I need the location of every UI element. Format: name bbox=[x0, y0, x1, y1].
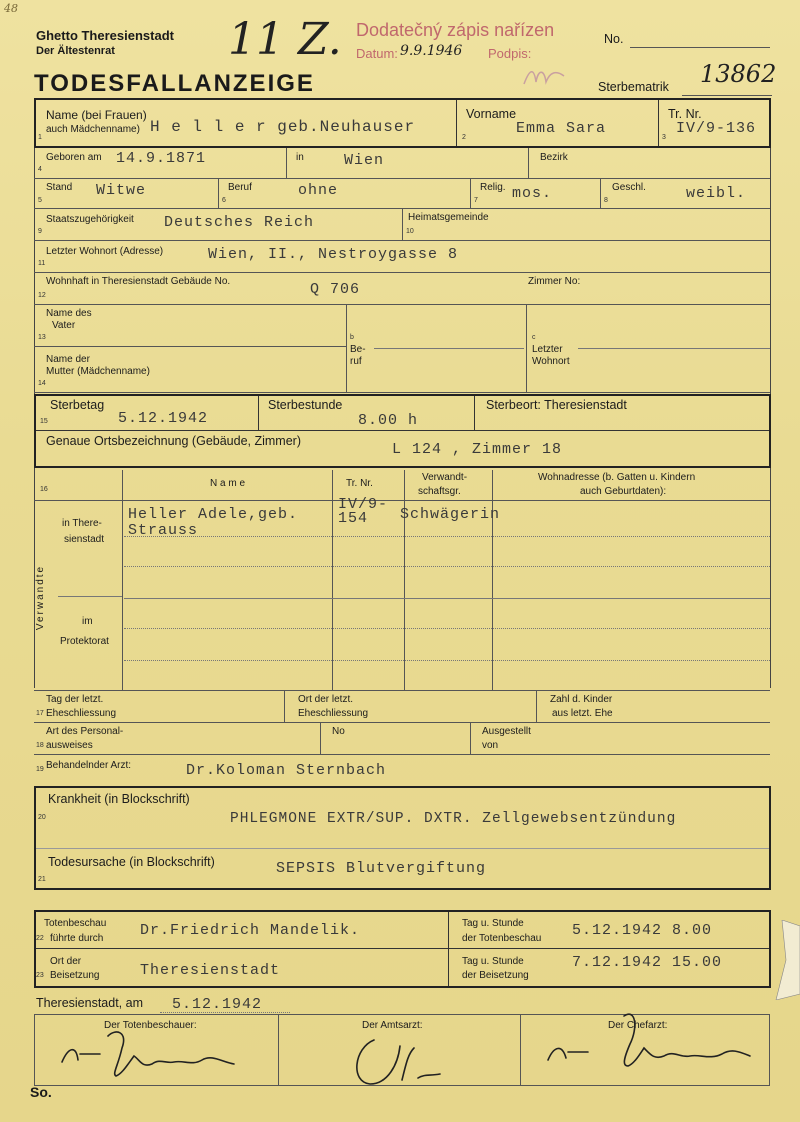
mutter-label-1: Name der bbox=[46, 354, 90, 365]
stamp-date-value: 9.9.1946 bbox=[400, 43, 463, 59]
stamp-signature bbox=[520, 62, 570, 92]
parents-beruf-label-1: Be- bbox=[350, 344, 366, 355]
rel-row-trnr-1: IV/9- bbox=[338, 496, 389, 513]
arzt-value: Dr.Koloman Sternbach bbox=[186, 762, 387, 779]
org-line-1: Ghetto Theresienstadt bbox=[36, 28, 174, 43]
staats-label: Staatszugehörigkeit bbox=[46, 214, 134, 225]
beschau-label-2: führte durch bbox=[50, 933, 104, 944]
marriage-ort-label-1: Ort der letzt. bbox=[298, 694, 354, 705]
wohnort-value: Wien, II., Nestroygasse 8 bbox=[208, 246, 459, 263]
ausweis-art-label-1: Art des Personal- bbox=[46, 726, 124, 737]
sig3-label: Der Chefarzt: bbox=[608, 1020, 668, 1031]
sterbematrik-label: Sterbematrik bbox=[598, 80, 669, 94]
paper-edge-tear bbox=[762, 920, 800, 1000]
marriage-kinder-label-2: aus letzt. Ehe bbox=[552, 708, 613, 719]
rel-row-name-2: Strauss bbox=[128, 522, 199, 539]
gebaeude-label: Wohnhaft in Theresienstadt Gebäude No. bbox=[46, 276, 231, 287]
sterbetag-value: 5.12.1942 bbox=[118, 410, 209, 427]
no-label: No. bbox=[604, 32, 624, 46]
ursache-value: SEPSIS Blutvergiftung bbox=[276, 860, 487, 877]
sterbeort-label: Sterbeort: Theresienstadt bbox=[486, 398, 627, 412]
ursache-label: Todesursache (in Blockschrift) bbox=[48, 855, 215, 869]
wohnort-label: Letzter Wohnort (Adresse) bbox=[46, 246, 164, 257]
parents-wohnort-label-1: Letzter bbox=[532, 344, 563, 355]
stamp-sign-label: Podpis: bbox=[488, 46, 532, 61]
document-page: 48 Ghetto Theresienstadt Der Ältestenrat TODESFALLANZEIGE 11 Z. Dodatečný zápis nařízen Datum: 9.9.1946 Podpis: No. Sterbematrik 13862 Name (bei Frauen) auch Mädchenname) 1 H e l l e r geb.Neuhauser Vorname 2 Emma Sara Tr. Nr. 3 IV/9-136 Geboren am 4 14.9.1871 in Wien Bezirk Stand 5 Witwe Beruf 6 ohne Relig. 7 mos. Geschl. 8 weibl. Staatszugehörigkeit 9 Deutsches Reich Heimatsgemeinde 10 Letzter Wohnort (Adresse) 11 Wien, II., Nestroygasse 8 Wohnhaft in Theresienstadt Gebäude No. 12 Q 706 Zimmer No: Name des Vater 13 Name der Mutter (Mädchenname) 14 b Be- ruf c Letzter Wohnort Sterbetag 15 5.12.1942 Sterbestunde 8.00 h Sterbeort: Theresienstadt Genaue Ortsbezeichnung (Gebäude, Zimmer) L 124 , Zimmer 18 16 N a m e Tr. Nr. Verwandt- schaftsgr. Wohnadresse (b. Gatten u. Kindern auch Geburtdaten): Verwandte in There- sienstadt im Protektorat Heller Adele,geb. Strauss IV/9- 154 Schwägerin Tag der letzt. Eheschliessung 17 Ort der letzt. Eheschliessung Zahl d. Kinder aus letzt. Ehe Art des Personal- ausweises 18 No Ausgestellt von 19 Behandelnder Arzt: Dr.Koloman Sternbach Krankheit (in Blockschrift) 20 PHLEGMONE EXTR/SUP. DXTR. Zellgewebsentzündung Todesursache (in Blockschrift) 21 SEPSIS Blutvergiftung Totenbeschau führte durch 22 Dr.Friedrich Mandelik. Tag u. Stunde der Totenbeschau 5.12.1942 8.00 Ort der Beisetzung 23 Theresienstadt Tag u. Stunde der Beisetzung 7.12.1942 15.00 Theresienstadt, am 5.12.1942 Der Totenbeschauer: Der Amtsarzt: Der Chefarzt: So. bbox=[0, 0, 800, 1122]
rel-row-name-1: Heller Adele,geb. bbox=[128, 506, 299, 523]
sterbestunde-label: Sterbestunde bbox=[268, 398, 343, 412]
sig2-label: Der Amtsarzt: bbox=[362, 1020, 423, 1031]
geboren-label: Geboren am bbox=[46, 152, 102, 163]
ausweis-ausgestellt-label-2: von bbox=[482, 740, 499, 751]
handwritten-number: 11 Z. bbox=[228, 14, 342, 65]
heimat-label: Heimatsgemeinde bbox=[408, 212, 489, 223]
ausweis-art-label-2: ausweises bbox=[46, 740, 93, 751]
chefarzt-signature bbox=[540, 1004, 760, 1084]
rel-wohnadresse-header-1: Wohnadresse (b. Gatten u. Kindern bbox=[538, 472, 696, 483]
in-theres-label-2: sienstadt bbox=[64, 534, 105, 545]
geschl-label: Geschl. bbox=[612, 182, 646, 193]
sterbestunde-value: 8.00 h bbox=[358, 412, 419, 429]
geboren-value: 14.9.1871 bbox=[116, 150, 207, 167]
parents-wohnort-label-2: Wohnort bbox=[532, 356, 570, 367]
stand-value: Witwe bbox=[96, 182, 147, 199]
name-label-1: Name (bei Frauen) bbox=[46, 108, 147, 122]
side-label-verwandte: Verwandte bbox=[35, 564, 47, 631]
in-value: Wien bbox=[344, 152, 385, 169]
beschau-tag-value: 5.12.1942 8.00 bbox=[572, 922, 713, 939]
vorname-label: Vorname bbox=[466, 107, 517, 121]
relig-value: mos. bbox=[512, 185, 553, 202]
beschau-tag-label-1: Tag u. Stunde bbox=[462, 918, 524, 929]
amtsarzt-signature bbox=[344, 1024, 464, 1094]
rel-verwandt-header-2: schaftsgr. bbox=[418, 486, 461, 497]
beisetzung-ort-label-1: Ort der bbox=[50, 956, 82, 967]
marriage-tag-label-1: Tag der letzt. bbox=[46, 694, 104, 705]
rel-verwandt-header-1: Verwandt- bbox=[422, 472, 468, 483]
beschau-value: Dr.Friedrich Mandelik. bbox=[140, 922, 361, 939]
stand-label: Stand bbox=[46, 182, 73, 193]
mutter-label-2: Mutter (Mädchenname) bbox=[46, 366, 150, 377]
arzt-label: Behandelnder Arzt: bbox=[46, 760, 132, 771]
stamp-date-label: Datum: bbox=[356, 46, 398, 61]
bezirk-label: Bezirk bbox=[540, 152, 568, 163]
corner-note: 48 bbox=[4, 2, 18, 15]
name-value: H e l l e r geb.Neuhauser bbox=[150, 118, 416, 136]
beisetzung-tag-value: 7.12.1942 15.00 bbox=[572, 954, 723, 971]
totenbeschauer-signature bbox=[56, 1014, 256, 1084]
zimmer-label: Zimmer No: bbox=[528, 276, 581, 287]
rel-trnr-header: Tr. Nr. bbox=[346, 478, 373, 489]
protektorat-label-1: im bbox=[82, 616, 93, 627]
trnr-value: IV/9-136 bbox=[676, 120, 757, 137]
trnr-label: Tr. Nr. bbox=[668, 107, 702, 121]
form-title: TODESFALLANZEIGE bbox=[34, 70, 315, 97]
krankheit-value: PHLEGMONE EXTR/SUP. DXTR. Zellgewebsentzündung bbox=[230, 811, 677, 827]
sterbetag-label: Sterbetag bbox=[50, 398, 105, 412]
geschl-value: weibl. bbox=[686, 185, 747, 202]
parents-beruf-label-2: ruf bbox=[350, 356, 362, 367]
bottom-mark: So. bbox=[30, 1084, 52, 1100]
vorname-value: Emma Sara bbox=[516, 120, 607, 137]
protektorat-label-2: Protektorat bbox=[60, 636, 109, 647]
place-date: 5.12.1942 bbox=[172, 996, 263, 1013]
krankheit-label: Krankheit (in Blockschrift) bbox=[48, 792, 190, 806]
relig-label: Relig. bbox=[480, 182, 506, 193]
beisetzung-ort-label-2: Beisetzung bbox=[50, 970, 100, 981]
beisetzung-ort-value: Theresienstadt bbox=[140, 962, 281, 979]
ausweis-no-label: No bbox=[332, 726, 345, 737]
sig1-label: Der Totenbeschauer: bbox=[104, 1020, 197, 1031]
vater-label-2: Vater bbox=[52, 320, 76, 331]
rel-name-header: N a m e bbox=[210, 478, 246, 489]
name-label-2: auch Mädchenname) bbox=[46, 124, 140, 135]
beisetzung-tag-label-1: Tag u. Stunde bbox=[462, 956, 524, 967]
marriage-kinder-label-1: Zahl d. Kinder bbox=[550, 694, 613, 705]
beruf-value: ohne bbox=[298, 182, 339, 199]
beschau-label-1: Totenbeschau bbox=[44, 918, 107, 929]
gebaeude-value: Q 706 bbox=[310, 281, 361, 298]
org-line-2: Der Ältestenrat bbox=[36, 45, 115, 57]
rel-row-relation: Schwägerin bbox=[400, 506, 501, 523]
rel-wohnadresse-header-2: auch Geburtdaten): bbox=[580, 486, 667, 497]
in-label: in bbox=[296, 152, 304, 163]
ortsbez-value: L 124 , Zimmer 18 bbox=[392, 441, 563, 458]
beisetzung-tag-label-2: der Beisetzung bbox=[462, 970, 529, 981]
beruf-label: Beruf bbox=[228, 182, 252, 193]
stamp-line-1: Dodatečný zápis nařízen bbox=[356, 20, 555, 40]
ortsbez-label: Genaue Ortsbezeichnung (Gebäude, Zimmer) bbox=[46, 434, 301, 448]
beschau-tag-label-2: der Totenbeschau bbox=[462, 933, 542, 944]
sterbematrik-value: 13862 bbox=[700, 60, 777, 88]
in-theres-label-1: in There- bbox=[62, 518, 102, 529]
staats-value: Deutsches Reich bbox=[164, 214, 315, 231]
ausweis-ausgestellt-label-1: Ausgestellt bbox=[482, 726, 531, 737]
place-label: Theresienstadt, am bbox=[36, 996, 143, 1010]
rel-row-trnr-2: 154 bbox=[338, 510, 369, 527]
vater-label-1: Name des bbox=[46, 308, 92, 319]
marriage-ort-label-2: Eheschliessung bbox=[298, 708, 369, 719]
marriage-tag-label-2: Eheschliessung bbox=[46, 708, 117, 719]
